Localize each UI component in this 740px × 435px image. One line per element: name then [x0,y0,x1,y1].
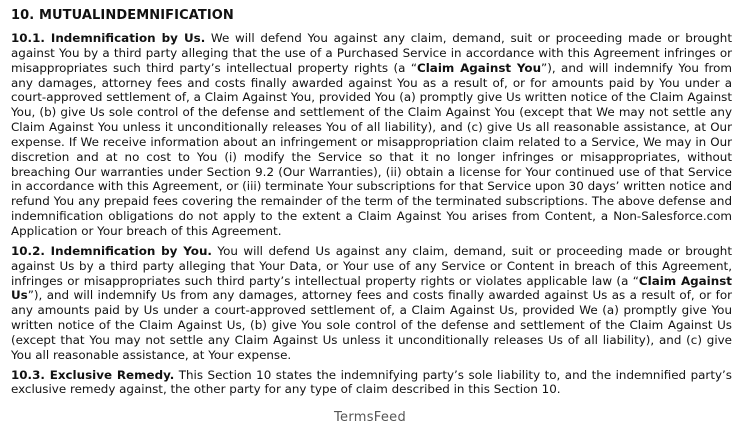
defined-term-claim-against-you: Claim Against You [417,60,542,75]
clause-10-1-text-b: ”), and will indemnify You from any damages, attorney fees and costs finally awarded against You as a result of, or for amounts paid by You under a court-approved settlement of, a Claim Against You, provided You (a) promptly give Us written notice of the Claim Against You, (b) give Us sole control of the defense and settlement of the Claim Against You (except that We may not settle any Claim Against You unless it unconditionally releases You of all liability), and (c) give Us all reasonable assistance, at Our expense. If We receive information about an infringement or misappropriation claim related to a Service, We may in Our discretion and at no cost to You (i) modify the Service so that it no longer infringes or misappropriates, without breaching Our warranties under Section 9.2 (Our Warranties), (ii) obtain a license for Your continued use of that Service in accordance with this Agreement, or (iii) terminate Your subscriptions for that Service upon 30 days’ written notice and refund You any prepaid fees covering the remainder of the term of the terminated subscriptions. The above defense and indemnification obligations do not apply to the extent a Claim Against You arises from Content, a Non-Salesforce.com Application or Your breach of this Agreement. [11,60,733,238]
clause-10-2-text-a: You will defend Us against any claim, demand, suit or proceeding made or brought against Us by a third party alleging that Your Data, or Your use of any Service or Content in breach of this Agreement, infringes or misappropriates such third party’s intellectual property rights or violates applicable law (a “ [11,243,732,288]
clause-10-3-text: This Section 10 states the indemnifying party’s sole liability to, and the indemnified party’s exclusive remedy against, the other party for any type of claim described in this Section 10. [11,367,732,397]
clause-10-2-heading: 10.2. Indemnification by You. [11,243,212,258]
clause-10-2-text-b: ”), and will indemnify Us from any damages, attorney fees and costs finally awarded against Us as a result of, or for any amounts paid by Us under a court-approved settlement of, a Claim Against Us, provided We (a) promptly give You written notice of the Claim Against Us, (b) give You sole control of the defense and settlement of the Claim Against Us (except that You may not settle any Claim Against Us unless it unconditionally releases Us of all liability), and (c) give You all reasonable assistance, at Your expense. [11,288,732,362]
clause-10-1 [11,31,732,239]
defined-term-claim-against-us: Claim Against Us [11,273,732,303]
clause-10-1-text-a: We will defend You against any claim, demand, suit or proceeding made or brought against You by a third party alleging that the use of a Purchased Service in accordance with this Agreement infringes or misappropriates such third party’s intellectual property rights (a “ [11,31,733,75]
clause-10-2 [11,244,732,363]
footer-brand: TermsFeed [334,410,406,425]
clause-10-3 [11,368,732,398]
section-title: 10. MUTUALINDEMNIFICATION [11,8,234,23]
clause-10-1-heading: 10.1. Indemnification by Us. [11,31,206,45]
document-body [11,7,732,402]
clause-10-3-heading: 10.3. Exclusive Remedy. [11,367,175,382]
